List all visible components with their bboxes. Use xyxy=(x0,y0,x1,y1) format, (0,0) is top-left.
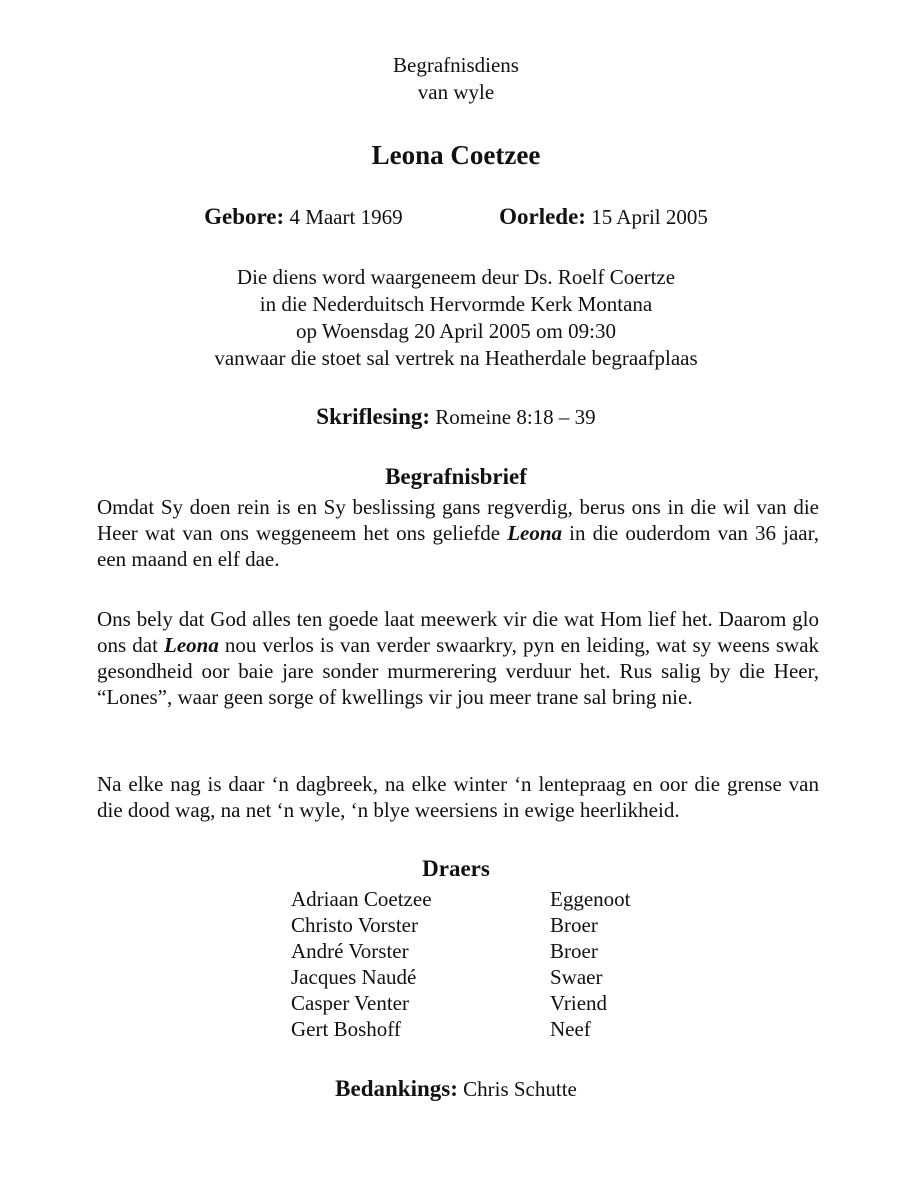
born-label: Gebore: xyxy=(204,204,285,229)
brief-paragraph-3: Na elke nag is daar ‘n dagbreek, na elke winter ‘n lentepraag en oor die grense van die dood wag, na net ‘n wyle, ‘n blye weersiens in ewige heerlikheid. xyxy=(97,772,819,822)
bearer-name: Jacques Naudé xyxy=(291,965,417,989)
born-value: 4 Maart 1969 xyxy=(289,205,403,229)
brief-title: Begrafnisbrief xyxy=(385,464,527,489)
brief-p2-text-a: Ons bely dat God alles ten goede laat meewerk vir die wat Hom lief het. Daarom glo ons dat xyxy=(97,607,819,657)
program-header xyxy=(0,52,912,106)
deceased-name: Leona Coetzee xyxy=(371,140,541,170)
service-line-4: vanwaar die stoet sal vertrek na Heatherdale begraafplaas xyxy=(214,346,698,370)
bearer-relation: Broer xyxy=(550,913,598,937)
service-line-3: op Woensdag 20 April 2005 om 09:30 xyxy=(296,319,616,343)
bearer-relation: Neef xyxy=(550,1017,591,1041)
header-line-2: van wyle xyxy=(417,80,495,104)
scripture-reading xyxy=(0,404,912,430)
service-line-2: in die Nederduitsch Hervormde Kerk Montana xyxy=(259,292,653,316)
service-details xyxy=(0,264,912,372)
brief-p2-text-b: nou verlos is van verder swaarkry, pyn en leiding, wat sy weens swak gesondheid oor baie jare sonder murmerering verduur het. Rus salig by die Heer, “Lones”, waar geen sorge of kwellings vir jou meer trane sal bring nie. xyxy=(97,633,820,709)
bearer-row xyxy=(291,886,630,912)
brief-p1-text-b: in die ouderdom van 36 jaar, een maand en elf dae. xyxy=(97,521,819,571)
brief-p1-name: Leona xyxy=(507,521,563,545)
brief-paragraph-1 xyxy=(97,494,819,572)
thanks-label: Bedankings: xyxy=(335,1076,458,1101)
bearer-relation: Broer xyxy=(550,939,598,963)
bearer-relation: Vriend xyxy=(550,991,608,1015)
bearer-row xyxy=(291,990,630,1016)
died-value: 15 April 2005 xyxy=(591,205,708,229)
bearer-name: Gert Boshoff xyxy=(291,1017,401,1041)
thanks-value: Chris Schutte xyxy=(463,1077,577,1101)
brief-p1-text-a: Omdat Sy doen rein is en Sy beslissing gans regverdig, berus ons in die wil van die Heer wat van ons weggeneem het ons geliefde xyxy=(97,495,819,545)
died-label: Oorlede: xyxy=(499,204,586,229)
brief-p2-name: Leona xyxy=(164,633,219,657)
bearer-row xyxy=(291,912,630,938)
header-line-1: Begrafnisdiens xyxy=(393,53,519,77)
bearer-name: Adriaan Coetzee xyxy=(291,887,432,911)
bearer-name: André Vorster xyxy=(291,939,409,963)
dates-line xyxy=(0,204,912,230)
bearer-relation: Swaer xyxy=(550,965,603,989)
reading-value: Romeine 8:18 – 39 xyxy=(435,405,596,429)
bearer-name: Christo Vorster xyxy=(291,913,418,937)
bearer-row xyxy=(291,964,630,990)
bearers-list xyxy=(291,886,630,1042)
bearers-title: Draers xyxy=(422,856,490,881)
thanks-line xyxy=(0,1076,912,1102)
bearer-row xyxy=(291,938,630,964)
bearer-row xyxy=(291,1016,630,1042)
service-line-1: Die diens word waargeneem deur Ds. Roelf Coertze xyxy=(236,265,676,289)
bearer-name: Casper Venter xyxy=(291,991,409,1015)
reading-label: Skriflesing: xyxy=(316,404,431,429)
brief-paragraph-2 xyxy=(97,606,819,710)
bearer-relation: Eggenoot xyxy=(550,887,631,911)
